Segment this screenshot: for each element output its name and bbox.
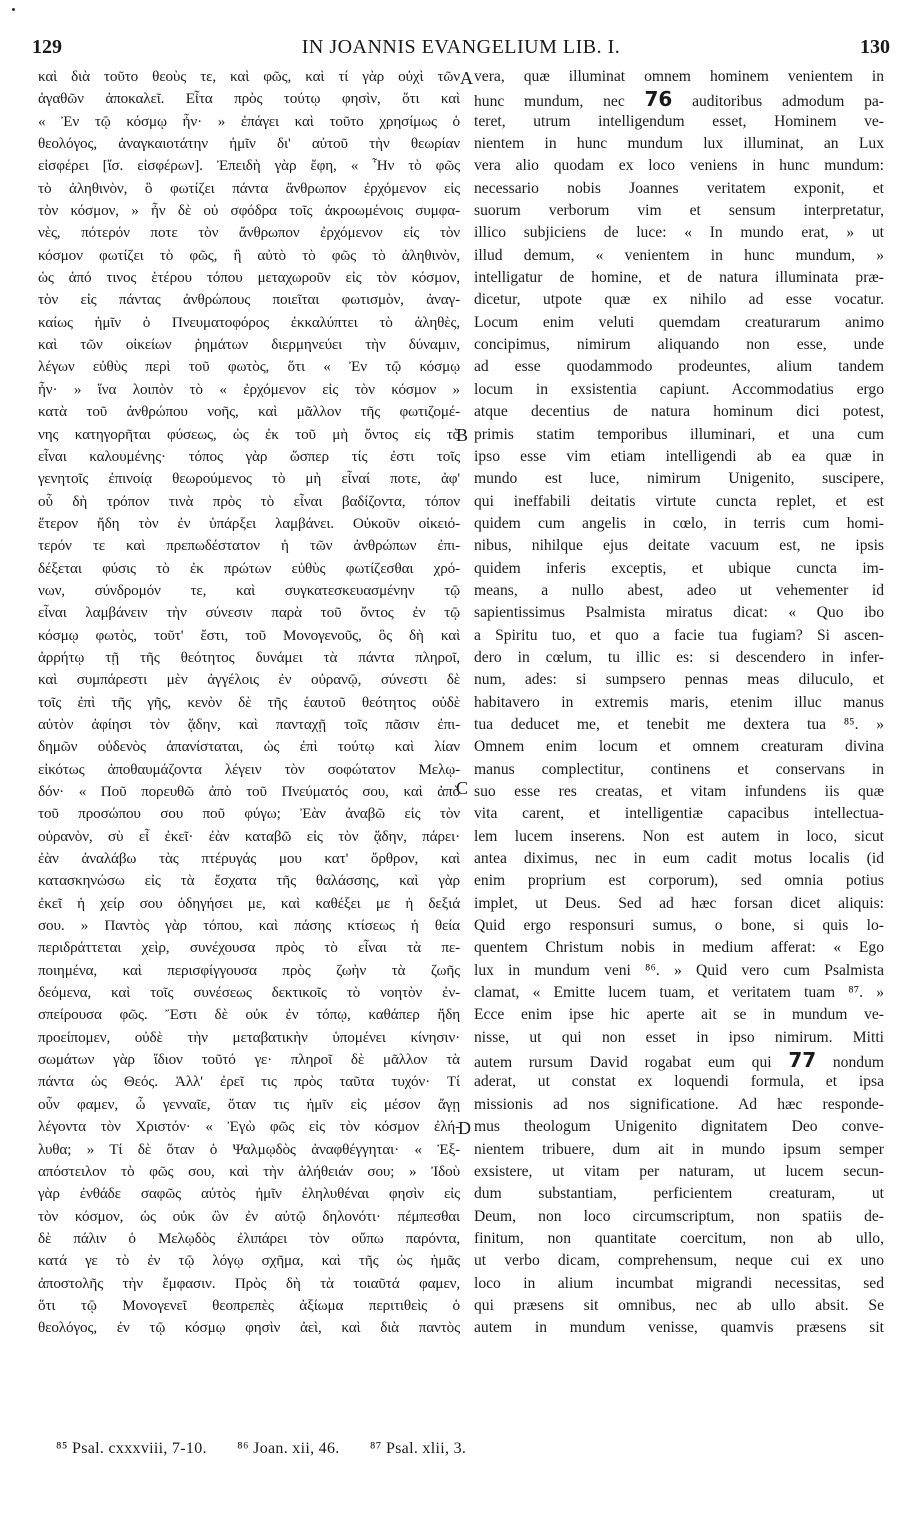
latin-text-line: vita carent, et intelligentiæ capacibus intellectua- xyxy=(474,805,884,823)
greek-text-line: τὸν κόσμον, ὡς οὐκ ὢν ἐν αὐτῷ δηλονότι· πέμπεσθαι xyxy=(38,1207,460,1225)
latin-text-line: missionis ad nos significatione. Ad hæc responde- xyxy=(474,1095,884,1113)
latin-text-line: tua deducet me, et tenebit me dextera tua ⁸⁵. » xyxy=(474,715,884,733)
greek-text-line: δὲ πάλιν ὁ Μελῳδὸς ἐλιπάρει τὸν οὔπω παρόντα, xyxy=(38,1229,460,1247)
greek-text-line: τὸ ἀληθινὸν, ὃ φωτίζει πάντα ἄνθρωπον ἐρχόμενον εἰς xyxy=(38,179,460,197)
scan-speck xyxy=(12,8,15,11)
greek-text-line: τοῦ προσώπου σου ποῦ φύγω; Ἐὰν ἀναβῶ εἰς τὸν xyxy=(38,805,460,823)
latin-text-line: nibus, nihilque ejus deitate vacuum est, ne ipsis xyxy=(474,537,884,555)
greek-text-line: ἐκεῖ ἡ χείρ σου ὁδηγήσει με, καὶ καθέξει με ἡ δεξιά xyxy=(38,894,460,912)
latin-text-line: Deum, non loco circumscriptum, non spatiis de- xyxy=(474,1207,884,1225)
greek-text-line: κόσμον φωτίζει τὸ φῶς, ἢ αὐτὸ τὸ φῶς τὸ ἀληθινὸν, xyxy=(38,246,460,264)
latin-text-line: loco in alium incumbat migrandi necessitas, sed xyxy=(474,1274,884,1292)
latin-text-line: enim proprium est corporum), sed omnia potius xyxy=(474,872,884,890)
latin-text-line: habitavero in extremis maris, etenim illuc manus xyxy=(474,693,884,711)
latin-text-line: means, a nullo abest, adeo ut vehementer id xyxy=(474,581,884,599)
greek-text-line: προείπομεν, οὐδὲ τὴν μεταβατικὴν ὑπομένει κίνησιν· xyxy=(38,1028,460,1046)
greek-text-line: εἶναι λαμβάνειν τὴν σύνεσιν παρὰ τοῦ ὄντος ἐν τῷ xyxy=(38,604,460,622)
greek-text-line: κατά γε τὸ ἐν τῷ λόγῳ σχῆμα, καὶ τῆς ὡς ἡμᾶς xyxy=(38,1252,460,1270)
latin-text-line: Locum enim veluti quemdam creaturarum animo xyxy=(474,313,884,331)
latin-text-line: qui præsens sit omnibus, nec ab ullo absit. Se xyxy=(474,1296,884,1314)
latin-text-line: nientem tribuere, dum ait in mundo ipsum semper xyxy=(474,1140,884,1158)
latin-text-line: suorum verborum vim et sensum interpretatur, xyxy=(474,202,884,220)
page-number-left: 129 xyxy=(32,36,62,58)
running-title: IN JOANNIS EVANGELIUM LIB. I. xyxy=(301,36,621,58)
footnote-86: ⁸⁶ Joan. xii, 46. xyxy=(237,1440,340,1457)
greek-text-line: κόσμῳ φωτὸς, τοῦτ' ἔστι, τοῦ Μονογενοῦς, ὃς δὴ καὶ xyxy=(38,626,460,644)
greek-text-line: καίως ἡμῖν ὁ Πνευματοφόρος ἐκκαλύπτει τὸ ἀληθὲς, xyxy=(38,313,460,331)
greek-text-line: δόν· « Ποῦ πορευθῶ ἀπὸ τοῦ Πνεύματός σου, καὶ ἀπὸ xyxy=(38,783,460,800)
greek-text-line: δεόμενα, καὶ τοῖς συνέσεως δεκτικοῖς τὸ νοητὸν ἐν- xyxy=(38,984,460,1002)
migne-column-number: 77 xyxy=(788,1049,817,1072)
latin-text-line: quidem inferis exceptis, et ubique cuncta im- xyxy=(474,559,884,577)
latin-text-line: mundo est luce, nimirum Unigenito, suscipere, xyxy=(474,470,884,488)
greek-text-line: ὡς ἀπό τινος ἑτέρου τόπου μεταχωροῦν εἰς τὸν κόσμον, xyxy=(38,269,460,287)
migne-column-number: 76 xyxy=(644,88,673,111)
running-header xyxy=(32,36,890,64)
latin-text-line: vera, quæ illuminat omnem hominem venientem in xyxy=(474,68,884,85)
latin-text-line: antea diximus, nec in eum cadit motus localis (id xyxy=(474,850,884,868)
greek-text-line: σου. » Παντὸς γὰρ τόπου, καὶ πάσης κτίσεως ἡ θεία xyxy=(38,917,460,935)
greek-text-line: σωμάτων γὰρ ἴδιον τοῦτό γε· πληροῖ δὲ μᾶλλον τὰ xyxy=(38,1051,460,1069)
footnote-85: ⁸⁵ Psal. cxxxviii, 7-10. xyxy=(56,1440,207,1457)
latin-text-line: quentem Christum nobis in medium afferat: « Ego xyxy=(474,939,884,957)
latin-text-line: Ecce enim ipse hic aperte ait se in mundum ve- xyxy=(474,1006,884,1024)
footnotes xyxy=(56,1440,876,1458)
greek-text-line: εἶναι καλουμένης· τόπος γὰρ ὥσπερ τίς ἐστι τοῖς xyxy=(38,447,460,465)
greek-text-line: καὶ συμπάρεστι μὲν ἀγγέλοις ἐν οὐρανῷ, σύνεστι δὲ xyxy=(38,671,460,689)
latin-text-line: ipso esse vim etiam intelligendi ab ea quæ in xyxy=(474,447,884,465)
greek-text-line: αὐτὸν ἀφίησι τὸν ᾅδην, καὶ πανταχῇ τοῖς πᾶσιν ἐπι- xyxy=(38,715,460,733)
latin-text-line: concipimus, nimirum aliquando non esse, unde xyxy=(474,336,884,354)
latin-text-line: a Spiritu tuo, et quo a facie tua fugiam? Si ascen- xyxy=(474,626,884,644)
greek-text-line: ἕτερον ἤδη τὸν ἐν ὑπάρξει λαμβάνει. Οὐκοῦν οἰκειό- xyxy=(38,514,460,532)
latin-text-line: exsistere, ut vitam per naturam, ut lucem secun- xyxy=(474,1162,884,1180)
latin-text-line: dicetur, utpote quæ ex nihilo ad esse vocatur. xyxy=(474,291,884,309)
margin-marker-b: B xyxy=(456,425,469,445)
latin-text-line: clamat, « Emitte lucem tuam, et veritatem tuam ⁸⁷. » xyxy=(474,984,884,1002)
greek-text-line: νης κατηγορῆται φύσεως, ὡς ἐκ τοῦ μὴ ὄντος εἰς τὸ xyxy=(38,425,460,443)
latin-text-line: intelligatur de homine, et de natura illuminata præ- xyxy=(474,269,884,287)
greek-text-line: ἀρρήτῳ τῇ τῆς θεότητος δυνάμει τὰ πάντα πληροῖ, xyxy=(38,648,460,666)
margin-marker-a: A xyxy=(460,68,473,88)
margin-marker-c: C xyxy=(456,778,469,798)
latin-text-line: nisse, ut qui non esset in ipso nimirum. Mitti xyxy=(474,1028,884,1046)
greek-text-line: ἀποστολῆς τὴν ἔμφασιν. Πρὸς δὴ τὰ τοιαῦτά φαμεν, xyxy=(38,1274,460,1292)
latin-text-line: lux in mundum veni ⁸⁶. » Quid vero cum Psalmista xyxy=(474,961,884,979)
greek-text-line: περιδράττεται χεὶρ, συνέχουσα πρὸς τὸ εἶναι τὰ πε- xyxy=(38,939,460,957)
greek-text-line: ἐὰν ἀναλάβω τὰς πτέρυγάς μου κατ' ὄρθρον, καὶ xyxy=(38,850,460,868)
greek-column xyxy=(38,66,460,1340)
latin-text-line: qui ineffabili deitatis virtute cuncta replet, et est xyxy=(474,492,884,510)
greek-text-line: εἰσφέρει [ἴσ. εἰσφέρων]. Ἐπειδὴ γὰρ ἔφη, « Ἦν τὸ φῶς xyxy=(38,157,460,175)
latin-text-line: implet, ut Deus. Sed ad hæc forsan dicet aliquis: xyxy=(474,894,884,912)
latin-text-line: primis statim temporibus illuminari, et una cum xyxy=(474,425,884,443)
latin-text-line: Quid ergo responsuri sumus, o bone, si quis lo- xyxy=(474,917,884,935)
latin-column xyxy=(474,66,884,1340)
greek-text-line: τὸν εἰς πάντας ἀνθρώπους ποιεῖται φωτισμὸν, ἀναγ- xyxy=(38,291,460,309)
greek-text-line: λυθα; » Τί δὲ ὅταν ὁ Ψαλμῳδὸς ἀναφθέγγηται· « Ἐξ- xyxy=(38,1140,460,1158)
latin-text-line: dum substantiam, perficientem creaturam, ut xyxy=(474,1185,884,1203)
greek-text-line: ὅτι τῷ Μονογενεῖ θεοπρεπὲς ἀξίωμα περιτιθεὶς ὁ xyxy=(38,1296,460,1314)
latin-text-line: quidem cum angelis in cœlo, in terris cum homi- xyxy=(474,514,884,532)
latin-text-line: suo esse res creatas, et vitam infundens iis quæ xyxy=(474,783,884,800)
greek-text-line: τὸν κόσμον, » ἦν δὲ οὐ σφόδρα τοῖς ἀκροωμένοις συμφα- xyxy=(38,202,460,220)
greek-text-line: οὖν φαμεν, ὦ γενναῖε, ὅταν τις ἡμῖν εἰς μέσον ἄγῃ xyxy=(38,1095,460,1113)
latin-text-line: Omnem enim locum et omnem creaturam divina xyxy=(474,738,884,756)
greek-text-line: απόστειλον τὸ φῶς σου, καὶ τὴν ἀλήθειάν σου; » Ἰδοὺ xyxy=(38,1162,460,1180)
latin-text-line: vera alio quodam ex loco veniens in hunc mundum: xyxy=(474,157,884,175)
greek-text-line: δημῶν οὐδενὸς ἀπανίσταται, ὡς ἐπὶ τούτῳ καὶ λίαν xyxy=(38,738,460,756)
latin-text-line: nientem in hunc mundum lux illuminat, an Lux xyxy=(474,135,884,153)
latin-text-line: hunc mundum, nec 76 auditoribus admodum pa- xyxy=(474,88,884,111)
latin-text-line: locum in exsistentia capiunt. Accommodatius ergo xyxy=(474,380,884,398)
greek-text-line: οὐρανὸν, σὺ εἶ ἐκεῖ· ἐὰν καταβῶ εἰς τὸν ᾅδην, πάρει· xyxy=(38,827,460,845)
latin-text-line: necessario nobis Joannes veritatem exponit, et xyxy=(474,179,884,197)
latin-text-line: dero in cœlum, tu illic es: si descendero in infer- xyxy=(474,648,884,666)
greek-text-line: καὶ τῶν οἰκείων ῥημάτων διερμηνεύει τὴν δύναμιν, xyxy=(38,336,460,354)
greek-text-line: τοῖς ἐπὶ τῆς γῆς, κενὸν δὲ τῆς ἑαυτοῦ θεότητος οὐδὲ xyxy=(38,693,460,711)
page-number-right: 130 xyxy=(860,36,890,58)
greek-text-line: λέγοντα τὸν Χριστόν· « Ἐγὼ φῶς εἰς τὸν κόσμον ἐλή- xyxy=(38,1118,460,1136)
greek-text-line: λέγων εὐθὺς περὶ τοῦ φωτὸς, ὅτι « Ἐν τῷ κόσμῳ xyxy=(38,358,460,376)
greek-text-line: εἰκότως ἀποθαυμάζοντα λέγειν τὸν σοφώτατον Μελῳ- xyxy=(38,760,460,778)
latin-text-line: teret, utrum intelligendum esset, Hominem ve- xyxy=(474,112,884,130)
greek-text-line: σπείρουσα φῶς. Ἔστι δὲ οὐκ ἐν τόπῳ, καθάπερ ἤδη xyxy=(38,1006,460,1024)
latin-text-line: illico subjiciens de luce: « In mundo erat, » ut xyxy=(474,224,884,242)
greek-text-line: νων, σύνδρομόν τε, καὶ συγκατεσκευασμένην τῷ xyxy=(38,581,460,599)
latin-text-line: ad esse quodammodo prodeuntes, alium tandem xyxy=(474,358,884,376)
greek-text-line: καὶ διὰ τοῦτο θεοὺς τε, καὶ φῶς, καὶ τί γὰρ οὐχὶ τῶν xyxy=(38,68,460,85)
latin-text-line: mus theologum Unigenito dignitatem Deo conve- xyxy=(474,1118,884,1136)
latin-text-line: atque decentius de natura hominum dici potest, xyxy=(474,403,884,421)
latin-text-line: sapientissimus Psalmista miratus dicat: « Quo ibo xyxy=(474,604,884,622)
greek-text-line: κατὰ τοῦ ἀνθρώπου νοῆς, καὶ μᾶλλον τῆς φωτιζομέ- xyxy=(38,403,460,421)
greek-text-line: ποιημένα, καὶ περισφίγγουσα πρὸς ζωὴν τὰ ζωῆς xyxy=(38,961,460,979)
greek-text-line: κατασκηνώσω εἰς τὰ ἔσχατα τῆς θαλάσσης, καὶ γὰρ xyxy=(38,872,460,890)
greek-text-line: νὲς, πότερόν ποτε τὸν ἄνθρωπον ἐρχόμενον εἰς τὸν xyxy=(38,224,460,242)
latin-text-line: illud demum, « venientem in hunc mundum, » xyxy=(474,246,884,264)
greek-text-line: ἦν· » ἵνα λοιπὸν τὸ « ἐρχόμενον εἰς τὸν κόσμον » xyxy=(38,380,460,398)
greek-text-line: οὗ δὴ τρόπον τινὰ πρὸς τὸ εἶναι βαδίζοντα, τόπον xyxy=(38,492,460,510)
greek-text-line: δέξεται φύσις τὸ ἐκ πρώτων εὐθὺς φωτίζεσθαι χρό- xyxy=(38,559,460,577)
latin-text-line: autem in mundum venisse, quamvis præsens sit xyxy=(474,1319,884,1337)
latin-text-line: autem rursum David rogabat eum qui 77 nondum xyxy=(474,1049,884,1072)
latin-text-line: finitum, non quantitate coercitum, non ab ullo, xyxy=(474,1229,884,1247)
latin-text-line: manus complectitur, continens et conservans in xyxy=(474,760,884,778)
greek-text-line: θεολόγος, ἀναγκαιοτάτην ἡμῖν δι' αὐτοῦ τὴν θεωρίαν xyxy=(38,135,460,153)
footnote-87: ⁸⁷ Psal. xlii, 3. xyxy=(369,1440,467,1457)
latin-text-line: lem lucem inserens. Non est autem in loco, sicut xyxy=(474,827,884,845)
greek-text-line: « Ἐν τῷ κόσμῳ ἦν· » ἐπάγει καὶ τοῦτο χρησίμως ὁ xyxy=(38,112,460,130)
latin-text-line: num, ades: si sumpsero pennas meas diluculo, et xyxy=(474,671,884,689)
greek-text-line: πάντα ὡς Θεός. Ἀλλ' ἐρεῖ τις πρὸς ταῦτα τυχόν· Τί xyxy=(38,1073,460,1091)
latin-text-line: aderat, ut constat ex loquendi formula, et ipsa xyxy=(474,1073,884,1091)
greek-text-line: γενητοῖς ἐπινοίᾳ θεωρούμενος τὸ μὴ εἶναί ποτε, ἀφ' xyxy=(38,470,460,488)
greek-text-line: τερόν τε καὶ πρεπωδέστατον ἡ τῶν ἀνθρώπων ἐπι- xyxy=(38,537,460,555)
margin-marker-d: D xyxy=(458,1118,471,1138)
greek-text-line: θεολόγος, ἐν τῷ κόσμῳ φησὶν ἀεὶ, καὶ διὰ παντὸς xyxy=(38,1319,460,1337)
latin-text-line: ut verbo dicam, comprehensum, neque cui ex uno xyxy=(474,1252,884,1270)
greek-text-line: ἀγαθῶν ἀποκαλεῖ. Εἶτα πρὸς τούτῳ φησὶν, ὅτι καὶ xyxy=(38,90,460,108)
greek-text-line: γὰρ ἐνθάδε σαφῶς αὐτὸς ἡμῖν ἐληλυθέναι φησὶν εἰς xyxy=(38,1185,460,1203)
